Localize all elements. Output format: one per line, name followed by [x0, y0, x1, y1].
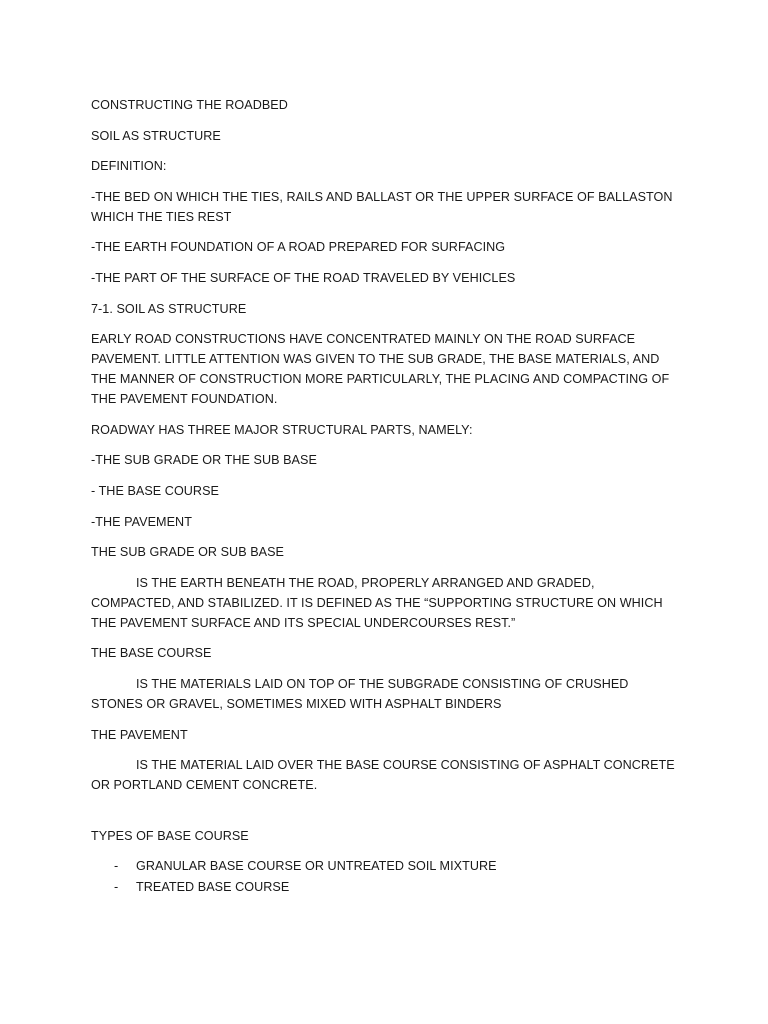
definition-heading: DEFINITION: [91, 159, 167, 174]
section-heading: 7-1. SOIL AS STRUCTURE [91, 301, 247, 316]
bullet-marker: - [114, 859, 119, 874]
definition-item: -THE PART OF THE SURFACE OF THE ROAD TRAVELED BY VEHICLES [91, 270, 516, 285]
parts-intro: ROADWAY HAS THREE MAJOR STRUCTURAL PARTS, NAMELY: [91, 422, 473, 437]
list-item-text: GRANULAR BASE COURSE OR UNTREATED SOIL MIXTURE [136, 859, 497, 874]
document-subtitle: SOIL AS STRUCTURE [91, 128, 221, 143]
part-item: -THE PAVEMENT [91, 514, 192, 529]
subgrade-heading: THE SUB GRADE OR SUB BASE [91, 545, 284, 560]
document-title: CONSTRUCTING THE ROADBED [91, 98, 288, 112]
pavement-heading: THE PAVEMENT [91, 727, 188, 742]
types-list [91, 856, 681, 897]
intro-paragraph: EARLY ROAD CONSTRUCTIONS HAVE CONCENTRATED MAINLY ON THE ROAD SURFACE PAVEMENT. LITTLE ATTENTION WAS GIVEN TO THE SUB GRADE, THE BASE MATERIALS, AND THE MANNER OF CONSTRUCTION MORE PARTICULARLY, THE PLACING AND COMPACTING OF THE PAVEMENT FOUNDATION. [91, 332, 670, 407]
pavement-text: IS THE MATERIAL LAID OVER THE BASE COURSE CONSISTING OF ASPHALT CONCRETE OR PORTLAND CEMENT CONCRETE. [91, 758, 675, 793]
part-item: - THE BASE COURSE [91, 483, 219, 498]
list-item [91, 856, 681, 877]
base-course-heading: THE BASE COURSE [91, 646, 212, 661]
list-item-text: TREATED BASE COURSE [136, 879, 290, 894]
definition-item: -THE EARTH FOUNDATION OF A ROAD PREPARED FOR SURFACING [91, 240, 506, 255]
document-body [91, 95, 681, 897]
part-item: -THE SUB GRADE OR THE SUB BASE [91, 453, 317, 468]
subgrade-text: IS THE EARTH BENEATH THE ROAD, PROPERLY ARRANGED AND GRADED, COMPACTED, AND STABILIZED. IT IS DEFINED AS THE “SUPPORTING STRUCTURE ON WHICH THE PAVEMENT SURFACE AND ITS SPECIAL UNDERCOURSES REST.” [91, 575, 663, 630]
bullet-marker: - [114, 879, 119, 894]
list-item [91, 877, 681, 898]
base-course-text: IS THE MATERIALS LAID ON TOP OF THE SUBGRADE CONSISTING OF CRUSHED STONES OR GRAVEL, SOMETIMES MIXED WITH ASPHALT BINDERS [91, 676, 629, 711]
blank-line [91, 806, 681, 826]
types-heading: TYPES OF BASE COURSE [91, 828, 249, 843]
definition-item: -THE BED ON WHICH THE TIES, RAILS AND BALLAST OR THE UPPER SURFACE OF BALLASTON WHICH THE TIES REST [91, 189, 673, 224]
